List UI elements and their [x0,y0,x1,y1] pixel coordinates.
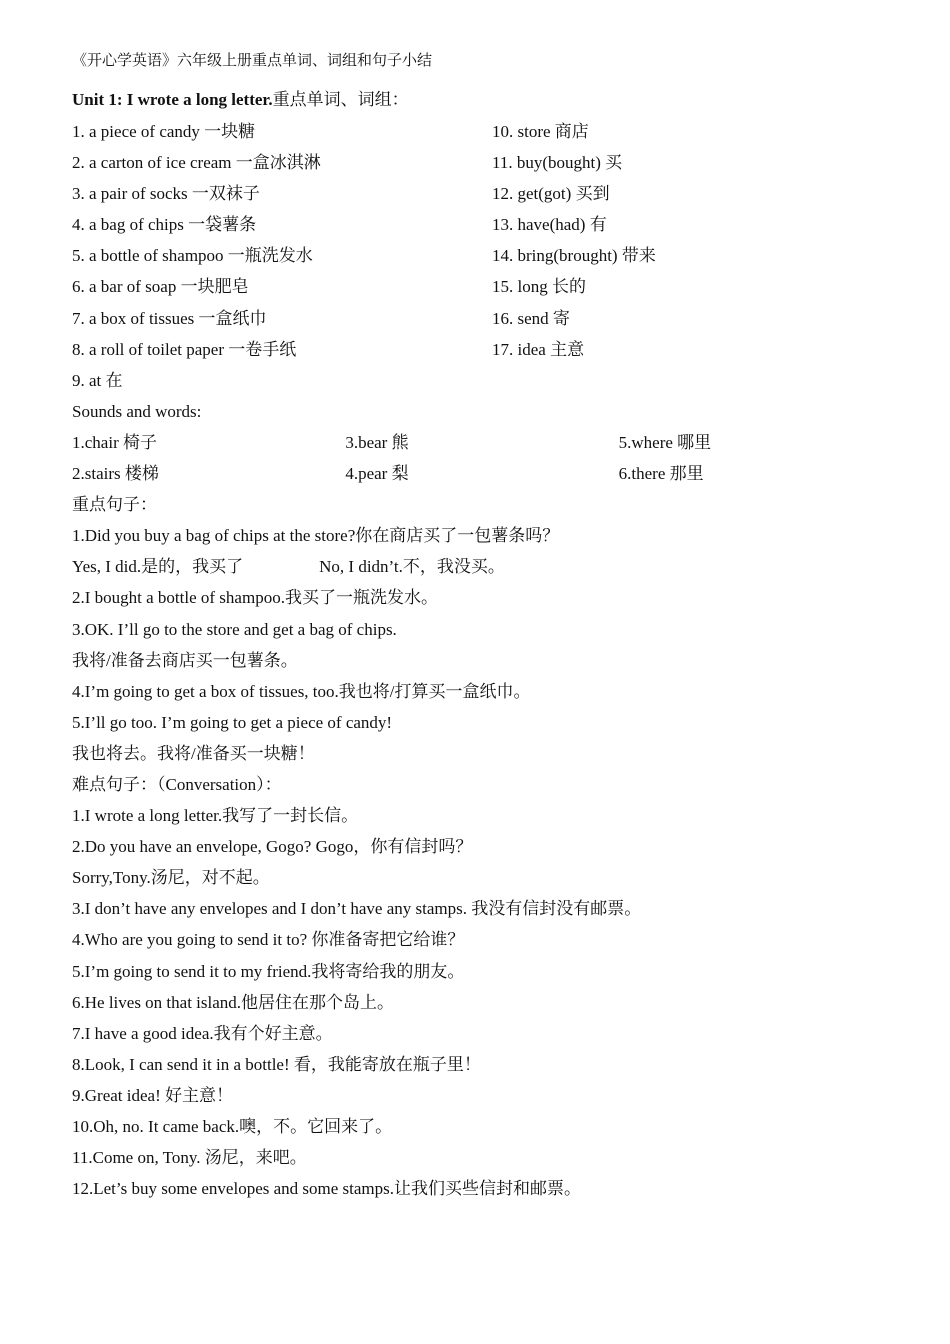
conversation-line: 7.I have a good idea.我有个好主意。 [72,1023,333,1043]
vocab-row [72,209,892,240]
vocab-item: 6. a bar of soap 一块肥皂 [72,277,249,297]
vocab-item: 4. a bag of chips 一袋薯条 [72,215,257,235]
vocab-item: 15. long 长的 [492,277,586,297]
vocab-item: 13. have(had) 有 [492,215,607,235]
sound-word: 1.chair 椅子 [72,432,157,452]
vocab-item: 16. send 寄 [492,308,570,328]
sounds-row [72,427,892,458]
sentence: 2.I bought a bottle of shampoo.我买了一瓶洗发水。 [72,588,438,608]
conversation-line: 9.Great idea! 好主意！ [72,1085,233,1105]
unit-title-cn: 重点单词、词组： [272,90,409,109]
unit-title [72,84,892,116]
sound-word: 6.there 那里 [618,464,704,484]
vocab-item: 3. a pair of socks 一双袜子 [72,184,260,204]
vocab-item: 7. a box of tissues 一盒纸巾 [72,308,267,328]
vocab-row [72,178,892,209]
vocab-item: 17. idea 主意 [492,339,585,359]
conversation-line: 10.Oh, no. It came back.噢，不。它回来了。 [72,1117,393,1136]
sound-word: 2.stairs 楼梯 [72,464,159,484]
difficult-sentences-section [72,769,892,1204]
sentence: 3.OK. I’ll go to the store and get a bag of chips. [72,619,397,639]
sounds-row [72,458,892,489]
conversation-line: 4.Who are you going to send it to? 你准备寄把它给谁？ [72,930,465,950]
conversation-line: 5.I’m going to send it to my friend.我将寄给我的朋友。 [72,961,465,981]
vocab-item: 5. a bottle of shampoo 一瓶洗发水 [72,246,313,266]
sentence-translation: 我将/准备去商店买一包薯条。 [72,650,298,670]
conversation-line: 2.Do you have an envelope, Gogo? Gogo，你有信封吗？ [72,837,473,857]
conversation-line: 12.Let’s buy some envelopes and some stamps.让我们买些信封和邮票。 [72,1179,582,1199]
sounds-heading: Sounds and words: [72,401,202,421]
vocab-item: 11. buy(bought) 买 [492,153,623,173]
vocab-row [72,116,892,147]
conversation-line: 11.Come on, Tony. 汤尼，来吧。 [72,1148,307,1168]
vocab-row [72,240,892,271]
sound-word: 4.pear 梨 [345,464,409,484]
vocab-row [72,147,892,178]
document-header: 《开心学英语》六年级上册重点单词、词组和句子小结 [72,53,433,69]
vocab-item: 12. get(got) 买到 [492,184,610,204]
vocab-item: 1. a piece of candy 一块糖 [72,122,256,141]
answer-yes: Yes, I did.是的，我买了 [72,557,244,577]
vocab-item: 10. store 商店 [492,122,589,141]
vocab-item: 8. a roll of toilet paper 一卷手纸 [72,339,297,359]
sounds-section [72,396,892,489]
vocab-row [72,334,892,365]
sentence-translation: 我也将去。我将/准备买一块糖！ [72,743,315,763]
sound-word: 3.bear 熊 [345,432,409,452]
vocab-item: 2. a carton of ice cream 一盒冰淇淋 [72,153,321,173]
conversation-line: 6.He lives on that island.他居住在那个岛上。 [72,992,395,1012]
vocab-row [72,303,892,334]
vocab-item: 14. bring(brought) 带来 [492,246,656,266]
conversation-line: 8.Look, I can send it in a bottle! 看，我能寄放在瓶子里！ [72,1054,481,1074]
sentence-answers [72,551,892,582]
vocab-row [72,271,892,302]
key-sentences-heading: 重点句子： [72,495,157,515]
sentence: 4.I’m going to get a box of tissues, too.我也将/打算买一盒纸巾。 [72,681,531,701]
sentence: 5.I’ll go too. I’m going to get a piece of candy! [72,712,393,732]
document-page [72,48,892,1204]
conversation-line: 3.I don’t have any envelopes and I don’t have any stamps. 我没有信封没有邮票。 [72,899,642,919]
sentence: 1.Did you buy a bag of chips at the store?你在商店买了一包薯条吗？ [72,526,560,546]
conversation-line: Sorry,Tony.汤尼，对不起。 [72,868,270,888]
difficult-heading: 难点句子：（Conversation）： [72,774,282,794]
answer-no: No, I didn’t.不，我没买。 [319,557,505,577]
key-sentences-section [72,489,892,769]
sound-word: 5.where 哪里 [618,432,712,452]
conversation-line: 1.I wrote a long letter.我写了一封长信。 [72,806,359,826]
vocab-item: 9. at 在 [72,370,123,390]
unit-title-en: Unit 1: I wrote a long letter. [72,90,273,109]
vocab-list [72,116,892,396]
